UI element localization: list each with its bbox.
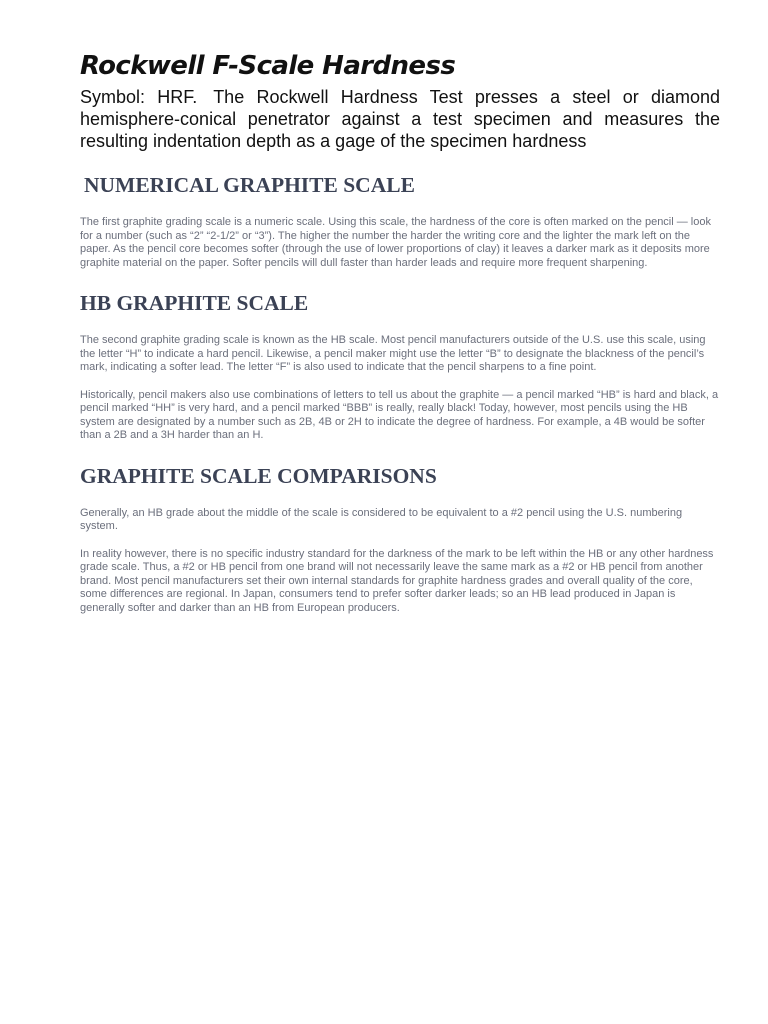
section-heading-hb: HB GRAPHITE SCALE [80,291,309,315]
symbol-label: Symbol: HRF. [80,87,198,107]
section-heading-comparisons: GRAPHITE SCALE COMPARISONS [80,463,437,488]
intro-text: The Rockwell Hardness Test presses a steel or diamond hemisphere-conical penetrator against a test specimen and measures the resulting indentation depth as a gage of the specimen hardness [80,87,720,151]
document-page [80,48,720,615]
section-heading-numerical: NUMERICAL GRAPHITE SCALE [84,173,415,197]
paragraph-hb-scale-2: Historically, pencil makers also use combinations of letters to tell us about the graphite — a pencil marked “HB” is hard and black, a pencil marked “HH” is very hard, and a pencil marked “BBB” is really, really black! Today, however, most pencils using the HB system are designated by a number such as 2B, 4B or 2H to indicate the degree of hardness. For example, a 4B would be softer than a 2B and a 3H harder than an H. [80,388,719,441]
paragraph-numerical-scale: The first graphite grading scale is a numeric scale. Using this scale, the hardness of the core is often marked on the pencil — look for a number (such as “2” “2-1/2” or “3”). The higher the number the harder the writing core and the lighter the mark left on the paper. As the pencil core becomes softer (through the use of lower proportions of clay) it leaves a darker mark as it deposits more graphite material on the paper. Softer pencils will dull faster than harder leads and require more frequent sharpening. [80,216,711,269]
intro-paragraph [80,86,720,152]
paragraph-hb-scale-1: The second graphite grading scale is known as the HB scale. Most pencil manufacturers outside of the U.S. use this scale, using the letter “H” to indicate a hard pencil. Likewise, a pencil maker might use the letter “B” to designate the blackness of the pencil’s mark, indicating a softer lead. The letter “F” is also used to indicate that the pencil sharpens to a fine point. [80,334,706,373]
page-title: Rockwell F-Scale Hardness [80,51,456,81]
paragraph-comparisons-1: Generally, an HB grade about the middle of the scale is considered to be equivalent to a #2 pencil using the U.S. numbering system. [80,506,683,532]
paragraph-comparisons-2: In reality however, there is no specific industry standard for the darkness of the mark to be left within the HB or any other hardness grade scale. Thus, a #2 or HB pencil from one brand will not necessarily leave the same mark as a #2 or HB pencil from another brand. Most pencil manufacturers set their own internal standards for graphite hardness grades and overall quality of the core, some differences are regional. In Japan, consumers tend to prefer softer darker leads; so an HB lead produced in Japan is generally softer and darker than an HB from European producers. [80,547,714,614]
